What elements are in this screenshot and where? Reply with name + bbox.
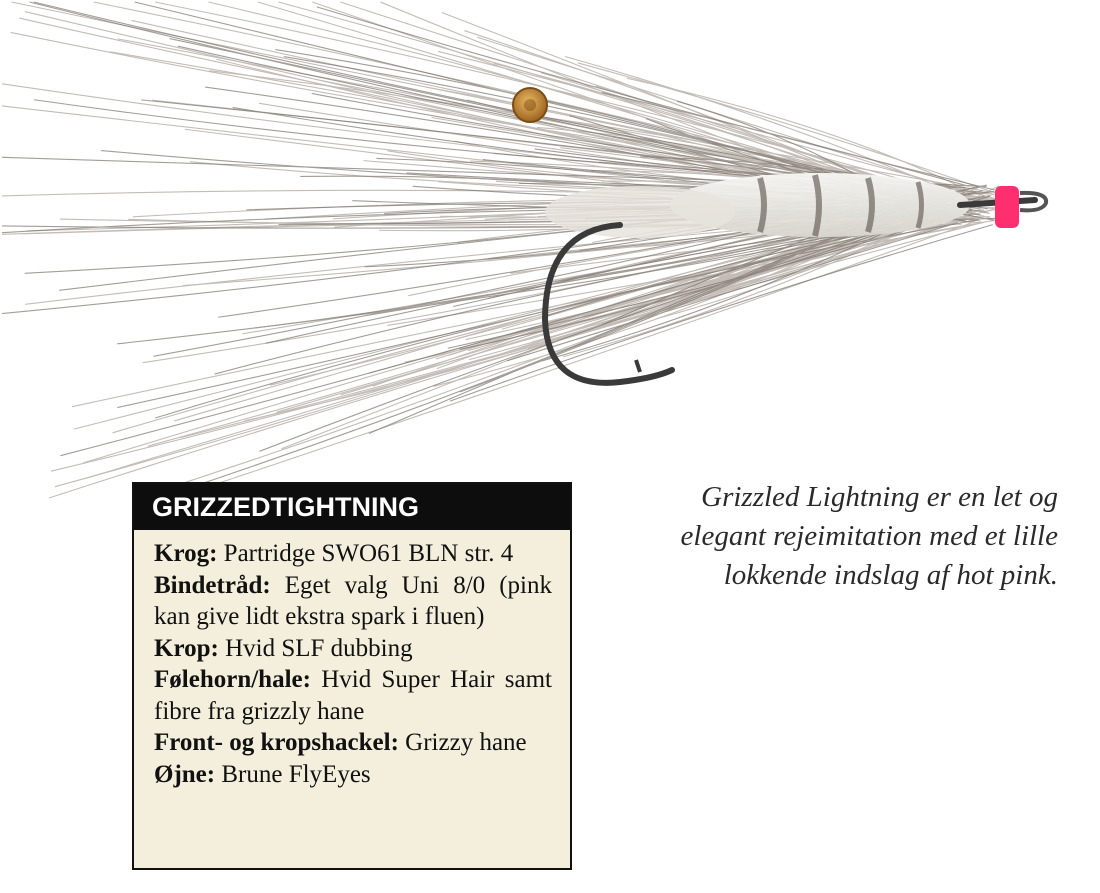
recipe-box xyxy=(132,482,572,870)
recipe-label: Øjne: xyxy=(154,760,216,788)
recipe-value: Brune FlyEyes xyxy=(221,760,371,788)
recipe-title: GRIZZEDTIGHTNING xyxy=(134,484,570,530)
recipe-label: Krog: xyxy=(154,540,218,567)
recipe-line-hackle xyxy=(154,727,552,759)
recipe-value: Eget valg Uni 8/0 (pink kan give lidt ekstra spark i fluen) xyxy=(154,571,552,630)
recipe-list xyxy=(134,530,570,790)
recipe-line-antennae xyxy=(154,664,552,727)
recipe-line-eyes xyxy=(154,759,552,791)
caption-line: Grizzled Lightning er en let og xyxy=(701,481,1058,513)
recipe-value: Hvid SLF dubbing xyxy=(225,634,413,662)
pink-head xyxy=(995,186,1019,228)
recipe-value: Hvid Super Hair samt fibre fra grizzly hane xyxy=(154,666,553,725)
recipe-label: Bindetråd: xyxy=(154,571,271,599)
recipe-line-thread xyxy=(154,570,552,633)
recipe-value: Grizzy hane xyxy=(405,729,527,756)
recipe-value: Partridge SWO61 BLN str. 4 xyxy=(223,540,514,567)
recipe-line-hook xyxy=(154,538,552,570)
recipe-label: Front- og kropshackel: xyxy=(154,729,399,756)
recipe-label: Krop: xyxy=(154,634,219,662)
photo-caption xyxy=(600,478,1058,595)
caption-line: lokkende indslag af hot pink. xyxy=(723,559,1058,591)
caption-line: elegant rejeimitation med et lille xyxy=(680,520,1058,552)
recipe-label: Følehorn/hale: xyxy=(154,666,311,693)
recipe-line-body xyxy=(154,633,552,665)
